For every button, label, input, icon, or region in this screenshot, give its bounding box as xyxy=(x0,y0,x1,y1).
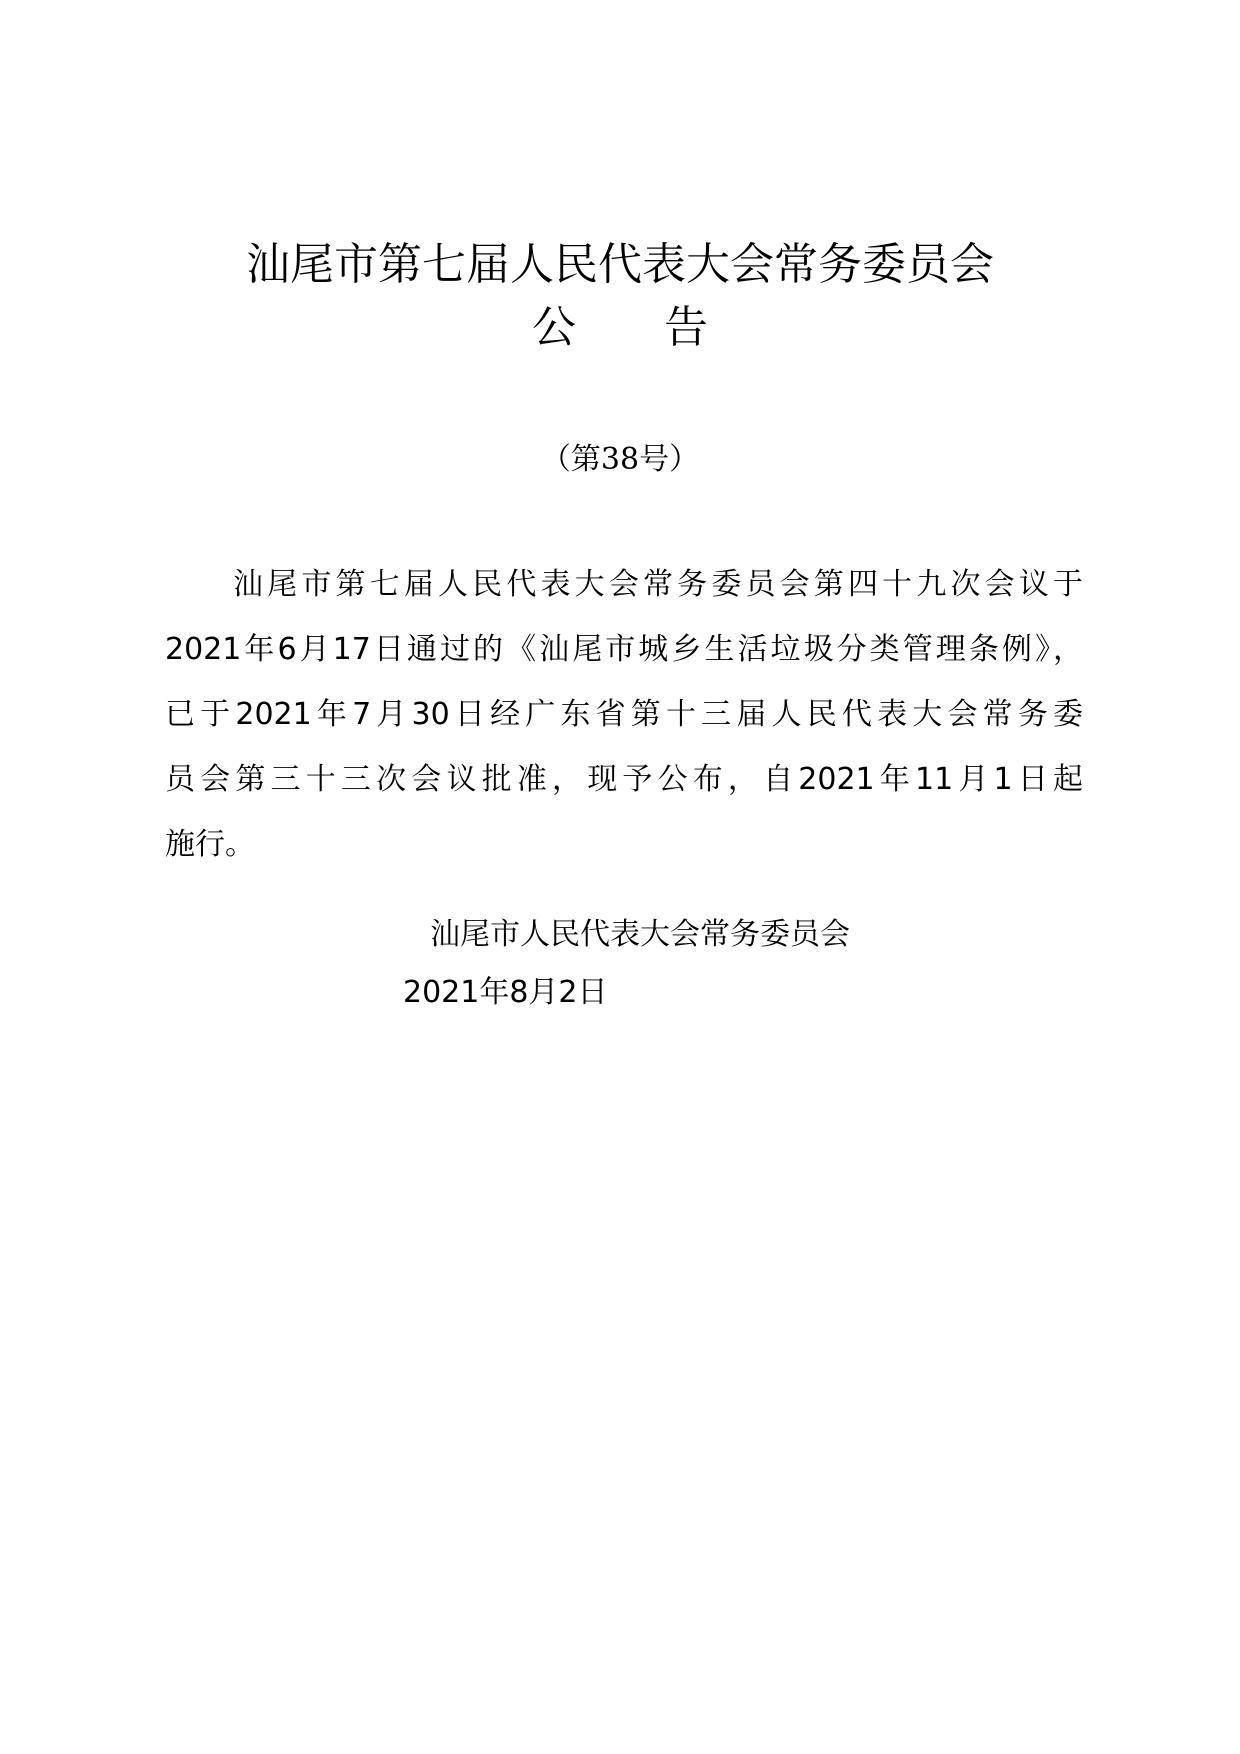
body-line: 员会第三十三次会议批准，现予公布，自2021年11月1日起 xyxy=(165,762,1083,797)
issuer-signature: 汕尾市人民代表大会常务委员会 xyxy=(430,917,850,952)
body-line: 汕尾市第七届人民代表大会常务委员会第四十九次会议于 xyxy=(233,567,1083,602)
issue-date: 2021年8月2日 xyxy=(403,975,608,1010)
body-line: 已于2021年7月30日经广东省第十三届人民代表大会常务委 xyxy=(165,697,1083,732)
document-title: 汕尾市第七届人民代表大会常务委员会 xyxy=(246,239,994,290)
body-line: 施行。 xyxy=(165,827,255,862)
body-line: 2021年6月17日通过的《汕尾市城乡生活垃圾分类管理条例》， xyxy=(165,632,1083,667)
document-type-heading: 公 告 xyxy=(532,302,708,353)
announcement-number: （第38号） xyxy=(540,442,700,477)
